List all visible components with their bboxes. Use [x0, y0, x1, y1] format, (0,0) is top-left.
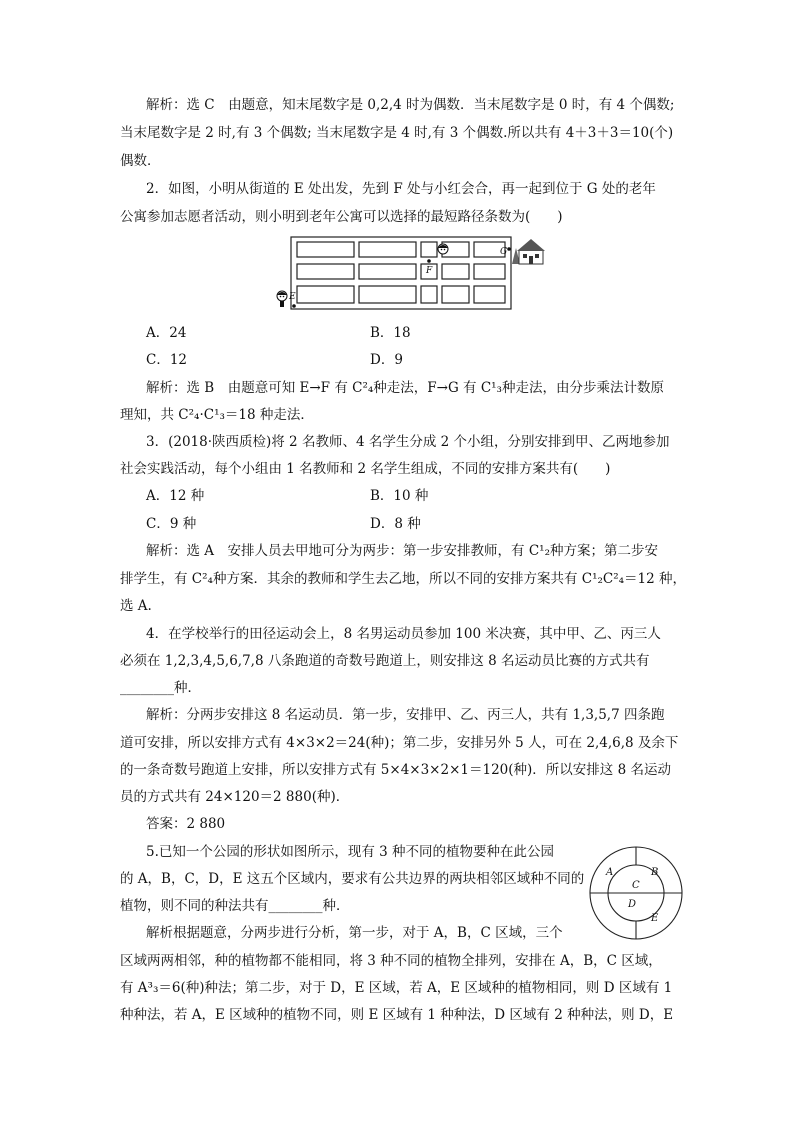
sol2-line2: 理知，共 C²₄·C¹₃＝18 种走法． [120, 407, 314, 423]
sol5-line3: 有 A³₃＝6(种)种法；第二步，对于 D，E 区域，若 A，E 区域种的植物相同，则 D 区域有 1 [120, 980, 673, 996]
q3-option-c: C．9 种 [146, 516, 197, 532]
region-c-label: C [632, 880, 640, 891]
label-f: F [426, 266, 433, 276]
sol4-line1: 解析：分两步安排这 8 名运动员．第一步，安排甲、乙、丙三人，共有 1,3,5,7 四条跑 [146, 707, 665, 723]
sol4-line4: 员的方式共有 24×120＝2 880(种)． [120, 789, 350, 805]
sol3-line1: 解析：选 A 安排人员去甲地可分为两步：第一步安排教师，有 C¹₂种方案；第二步安 [146, 543, 658, 559]
q4-stem-line2: 必须在 1,2,3,4,5,6,7,8 八条跑道的奇数号跑道上，则安排这 8 名运动员比赛的方式共有 [120, 653, 650, 669]
person-icon-e [277, 291, 287, 307]
label-g: G [500, 247, 508, 257]
sol1-line3: 偶数． [120, 153, 161, 169]
q3-option-a: A．12 种 [146, 488, 205, 504]
region-d-label: D [628, 899, 637, 910]
q2-stem-line1: 2．如图，小明从街道的 E 处出发，先到 F 处与小红会合，再一起到位于 G 处的老年 [146, 181, 656, 197]
sol5-line2: 区域两两相邻，种的植物都不能相同，将 3 种不同的植物全排列，安排在 A，B，C 区域， [120, 953, 662, 969]
sol4-line3: 的一条奇数号跑道上安排，所以安排方式有 5×4×3×2×1＝120(种)．所以安排这 8 名运动 [120, 762, 671, 778]
sol3-line3: 选 A. [120, 598, 152, 614]
sol1-line1: 解析：选 C 由题意，知末尾数字是 0,2,4 时为偶数．当末尾数字是 0 时，有 4 个偶数; [146, 97, 675, 113]
person-icon-f [438, 244, 448, 254]
q3-stem-line1: 3．(2018·陕西质检)将 2 名教师、4 名学生分成 2 个小组，分别安排到甲、乙两地参加 [146, 434, 670, 450]
q4-answer: 答案：2 880 [146, 816, 226, 832]
region-b-label: B [651, 867, 659, 878]
point-e-dot [292, 304, 296, 308]
street-grid-figure [272, 236, 548, 310]
q2-option-c: C．12 [146, 352, 188, 368]
label-e: E [289, 292, 296, 302]
q4-stem-line1: 4．在学校举行的田径运动会上，8 名男运动员参加 100 米决赛，其中甲、乙、丙三人 [146, 626, 661, 642]
sol5-line4: 种种法，若 A，E 区域种的植物不同，则 E 区域有 1 种种法，D 区域有 2 种种法，则 D，E [120, 1007, 674, 1023]
sol3-line2: 排学生，有 C²₄种方案．其余的教师和学生去乙地，所以不同的安排方案共有 C¹₂C²₄＝12 种， [120, 571, 687, 587]
point-g-dot [507, 247, 511, 251]
park-regions-figure [588, 845, 684, 941]
q3-option-b: B．10 种 [370, 488, 429, 504]
q3-option-d: D．8 种 [370, 516, 421, 532]
point-f-dot [427, 259, 431, 263]
q5-stem-line3: 植物，则不同的种法共有________种． [120, 898, 350, 914]
senior-home-icon [512, 239, 545, 264]
q5-stem-line2: 的 A，B，C，D，E 这五个区域内，要求有公共边界的两块相邻区域种不同的 [120, 871, 585, 887]
sol4-line2: 道可安排，所以安排方式有 4×3×2＝24(种)；第二步，安排另外 5 人，可在 2,4,6,8 及余下 [120, 735, 679, 751]
grid-blocks [297, 242, 508, 303]
region-a-label: A [606, 867, 614, 878]
q2-stem-line2: 公寓参加志愿者活动，则小明到老年公寓可以选择的最短路径条数为( ) [120, 209, 563, 225]
sol5-line1: 解析根据题意，分两步进行分析，第一步，对于 A，B，C 区域，三个 [146, 925, 563, 941]
q4-stem-line3: ________种． [120, 680, 201, 696]
sol1-line2: 当末尾数字是 2 时,有 3 个偶数; 当末尾数字是 4 时,有 3 个偶数.所以共有 4＋3＋3＝10(个) [120, 125, 674, 141]
q3-stem-line2: 社会实践活动，每个小组由 1 名教师和 2 名学生组成，不同的安排方案共有( ) [120, 461, 611, 477]
q2-option-a: A．24 [146, 325, 187, 341]
q2-option-d: D．9 [370, 352, 403, 368]
q5-stem-line1: 5.已知一个公园的形状如图所示，现有 3 种不同的植物要种在此公园 [146, 844, 555, 860]
region-e-label: E [651, 913, 659, 924]
sol2-line1: 解析：选 B 由题意可知 E→F 有 C²₄种走法，F→G 有 C¹₃种走法，由分步乘法计数原 [146, 380, 664, 396]
grid-outer-border [291, 237, 511, 309]
q2-option-b: B．18 [370, 325, 411, 341]
